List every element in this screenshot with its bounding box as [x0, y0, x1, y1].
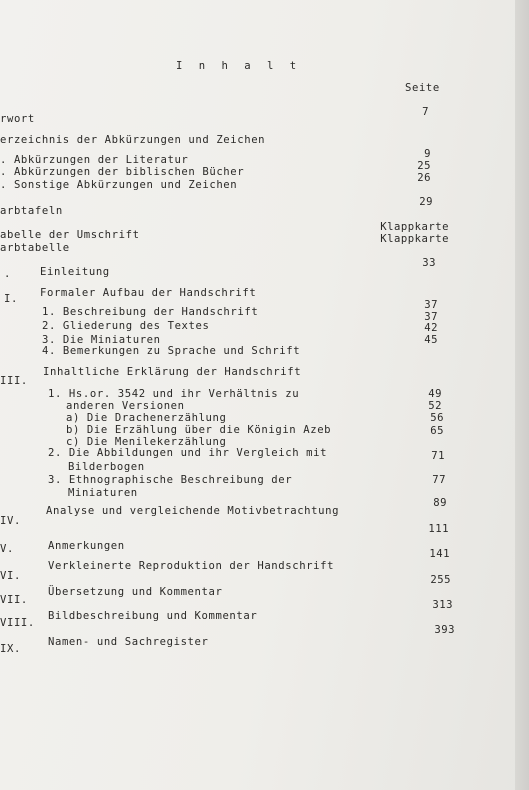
section-entry: 2. Gliederung des Textes: [42, 320, 210, 332]
toc-subentry: . Abkürzungen der biblischen Bücher: [0, 166, 245, 178]
chapter-numeral: V.: [0, 543, 14, 555]
toc-entry-umschrift: abelle der Umschrift: [0, 229, 140, 241]
section-entry: 3. Die Miniaturen: [42, 334, 161, 346]
page-number: 52: [428, 400, 442, 412]
page-number: 255: [430, 574, 451, 586]
chapter-title: Namen- und Sachregister: [48, 636, 209, 648]
subsection-entry: a) Die Drachenerzählung: [66, 412, 227, 424]
chapter-numeral: III.: [0, 375, 28, 387]
section-entry: 3. Ethnographische Beschreibung der: [48, 474, 293, 486]
chapter-numeral: VIII.: [0, 617, 35, 629]
page-number: 33: [422, 257, 436, 269]
chapter-title: Verkleinerte Reproduktion der Handschrift: [48, 560, 335, 572]
page-number: 37: [424, 311, 438, 323]
toc-entry-farbtafeln: arbtafeln: [0, 205, 63, 217]
page-number: 89: [433, 497, 447, 509]
page-number: 45: [424, 334, 438, 346]
page-edge: [515, 0, 529, 790]
page-number: 56: [430, 412, 444, 424]
toc-entry-vorwort: rwort: [0, 113, 35, 125]
page-number: 111: [428, 523, 449, 535]
toc-title: I n h a l t: [176, 60, 302, 72]
chapter-numeral: .: [4, 268, 11, 280]
subsection-entry: c) Die Menilekerzählung: [66, 436, 227, 448]
page-number: 65: [430, 425, 444, 437]
section-entry-continued: Miniaturen: [68, 487, 138, 499]
toc-entry-farbtabelle: arbtabelle: [0, 242, 70, 254]
subsection-entry: b) Die Erzählung über die Königin Azeb: [66, 424, 332, 436]
page-number: 42: [424, 322, 438, 334]
page-number: 313: [432, 599, 453, 611]
chapter-title: Formaler Aufbau der Handschrift: [40, 287, 257, 299]
page-number: 71: [431, 450, 445, 462]
page-number: 29: [419, 196, 433, 208]
page-number: 393: [434, 624, 455, 636]
page-column-header: Seite: [405, 82, 440, 94]
section-entry: 2. Die Abbildungen und ihr Vergleich mit: [48, 447, 328, 459]
chapter-title: Bildbeschreibung und Kommentar: [48, 610, 258, 622]
page-number: 26: [417, 172, 431, 184]
page-number: 7: [422, 106, 429, 118]
toc-entry-verzeichnis: erzeichnis der Abkürzungen und Zeichen: [0, 134, 266, 146]
page-number: 49: [428, 388, 442, 400]
chapter-numeral: IX.: [0, 643, 21, 655]
page-number: Klappkarte: [380, 233, 449, 245]
chapter-title: Inhaltliche Erklärung der Handschrift: [43, 366, 302, 378]
chapter-numeral: IV.: [0, 515, 21, 527]
page-number: Klappkarte: [380, 221, 449, 233]
toc-subentry: . Sonstige Abkürzungen und Zeichen: [0, 179, 238, 191]
page-number: 37: [424, 299, 438, 311]
page-number: 25: [417, 160, 431, 172]
page-number: 77: [432, 474, 446, 486]
page-number: 9: [424, 148, 431, 160]
section-entry-continued: Bilderbogen: [68, 461, 145, 473]
chapter-title: Analyse und vergleichende Motivbetrachtung: [46, 505, 340, 517]
page-number: 141: [429, 548, 450, 560]
chapter-title: Übersetzung und Kommentar: [48, 586, 223, 598]
chapter-title: Einleitung: [40, 266, 110, 278]
section-entry: 1. Hs.or. 3542 und ihr Verhältnis zu: [48, 388, 300, 400]
chapter-numeral: VII.: [0, 594, 28, 606]
section-entry-continued: anderen Versionen: [66, 400, 185, 412]
toc-subentry: . Abkürzungen der Literatur: [0, 154, 189, 166]
chapter-numeral: I.: [4, 293, 18, 305]
chapter-title: Anmerkungen: [48, 540, 125, 552]
section-entry: 4. Bemerkungen zu Sprache und Schrift: [42, 345, 301, 357]
section-entry: 1. Beschreibung der Handschrift: [42, 306, 259, 318]
chapter-numeral: VI.: [0, 570, 21, 582]
